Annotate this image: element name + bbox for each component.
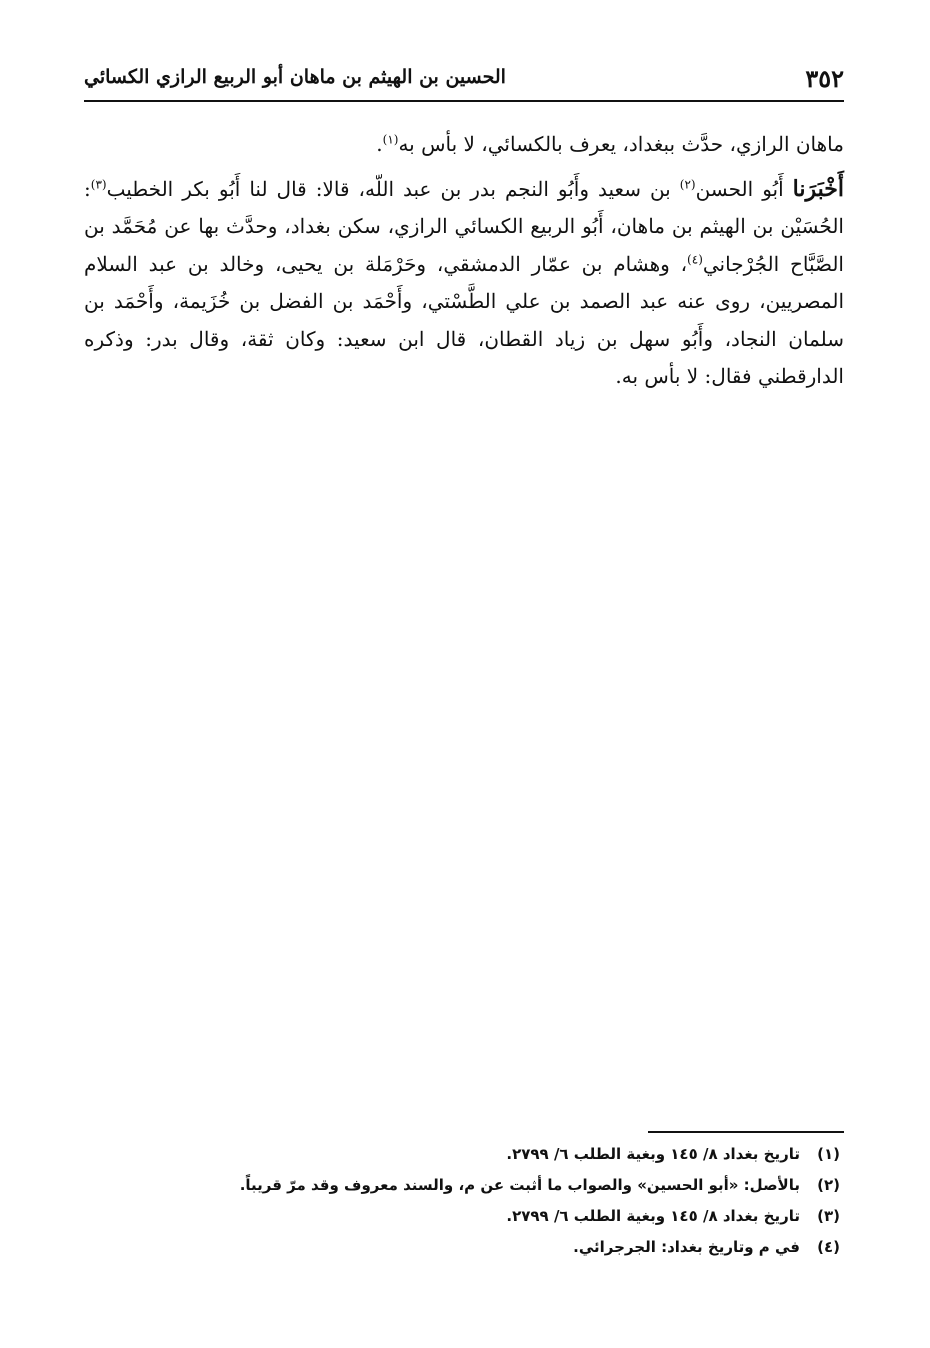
isnad-lead: أَخْبَرَنا bbox=[792, 175, 844, 202]
footnote-number: (٤) bbox=[817, 1238, 840, 1256]
footnote-divider bbox=[648, 1131, 844, 1133]
paragraph-2-text-c: : الحُسَيْن بن الهيثم بن ماهان، أَبُو الربيع الكسائي الرازي، سكن بغداد، وحدَّث بها عن مُحَمَّد بن الصَّبَّاح الجُرْجاني bbox=[84, 176, 844, 276]
footnote-text: تاريخ بغداد ٨/ ١٤٥ وبغية الطلب ٦/ ٢٧٩٩. bbox=[506, 1207, 800, 1225]
footnote-ref-4: (٤) bbox=[687, 251, 703, 266]
paragraph-2 bbox=[84, 171, 844, 396]
footnote-text: في م وتاريخ بغداد: الجرجرائي. bbox=[573, 1238, 800, 1256]
footnote bbox=[220, 1176, 840, 1207]
paragraph-2-text-a: أَبُو الحسن bbox=[695, 176, 793, 201]
footnotes bbox=[220, 1145, 840, 1269]
footnote bbox=[220, 1145, 840, 1176]
running-title: الحسين بن الهيثم بن ماهان أبو الربيع الرازي الكسائي bbox=[84, 66, 506, 88]
paragraph-1-end: . bbox=[376, 132, 383, 156]
paragraph-1 bbox=[84, 126, 844, 164]
footnote-number: (٢) bbox=[817, 1176, 840, 1194]
footnote-number: (٣) bbox=[817, 1207, 840, 1225]
page-header bbox=[84, 60, 844, 102]
main-text bbox=[84, 126, 844, 396]
page-number: ٣٥٢ bbox=[805, 64, 844, 93]
paragraph-1-text: ماهان الرازي، حدَّث ببغداد، يعرف بالكسائي، لا بأس به bbox=[398, 132, 844, 156]
footnote-number: (١) bbox=[817, 1145, 840, 1163]
footnote-ref-3: (٣) bbox=[90, 176, 107, 191]
footnote bbox=[220, 1238, 840, 1269]
paragraph-2-text-d: ، وهشام بن عمّار الدمشقي، وحَرْمَلة بن يحيى، وخالد بن عبد السلام المصريين، روى عنه عبد الصمد بن علي الطَّسْتي، وأَحْمَد بن الفضل بن خُزَيمة، وأَحْمَد بن سلمان النجاد، وأَبُو سهل بن زياد القطان، قال ابن سعيد: وكان ثقة، وقال بدر: وذكره الدارقطني فقال: لا بأس به. bbox=[84, 251, 844, 388]
footnote-ref-1: (١) bbox=[382, 132, 399, 147]
paragraph-2-text-b: بن سعيد وأَبُو النجم بدر بن عبد اللّه، قالا: قال لنا أَبُو بكر الخطيب bbox=[106, 176, 680, 201]
footnote-text: بالأصل: «أبو الحسين» والصواب ما أثبت عن م، والسند معروف وقد مرّ قريباً. bbox=[239, 1176, 800, 1194]
footnote bbox=[220, 1207, 840, 1238]
footnote-text: تاريخ بغداد ٨/ ١٤٥ وبغية الطلب ٦/ ٢٧٩٩. bbox=[506, 1145, 800, 1163]
footnote-ref-2: (٢) bbox=[679, 176, 696, 191]
